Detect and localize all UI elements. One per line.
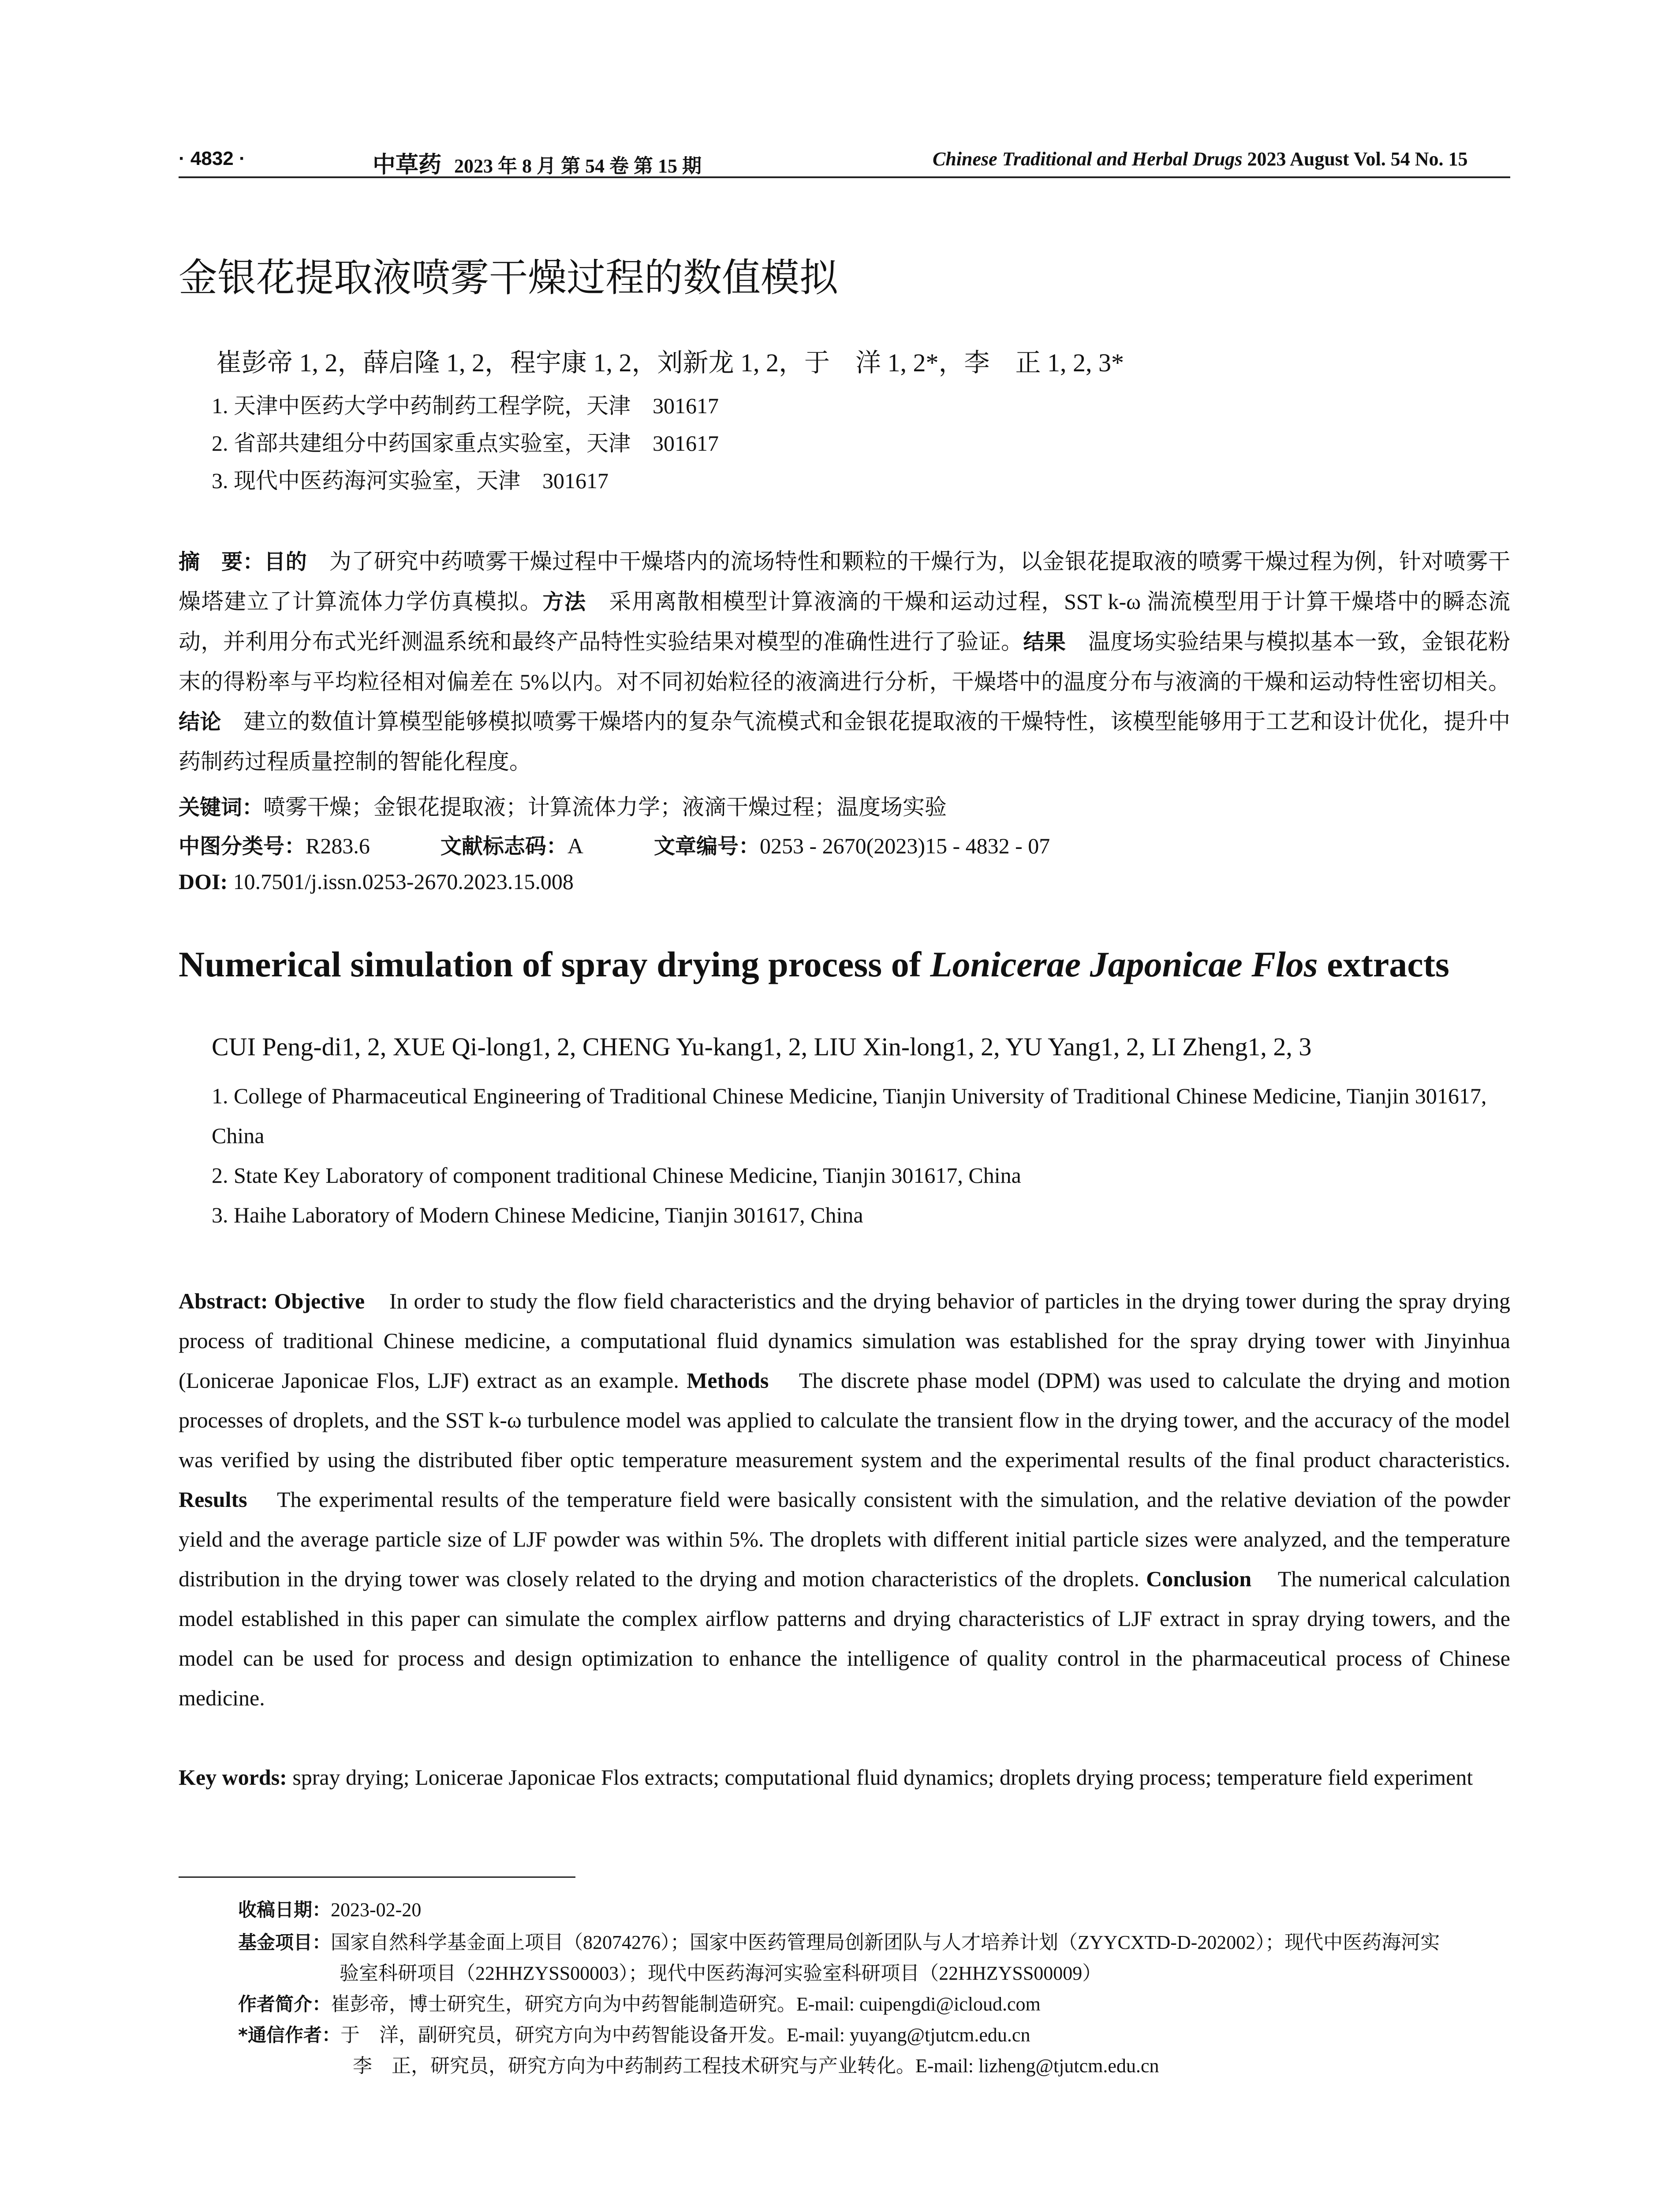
corr-text-2: 李 正，研究员，研究方向为中药制药工程技术研究与产业转化。E-mail: lizheng@tjutcm.edu.cn [353, 2055, 1159, 2077]
journal-name-cn: 中草药 [373, 153, 442, 178]
title-cn: 金银花提取液喷雾干燥过程的数值模拟 [179, 255, 839, 300]
keywords-en [179, 1757, 1510, 1797]
affiliation-cn-2: 2. 省部共建组分中药国家重点实验室，天津 301617 [212, 431, 719, 456]
authors-en: CUI Peng-di1, 2, XUE Qi-long1, 2, CHENG Yu-kang1, 2, LIU Xin-long1, 2, YU Yang1, 2, LI Zheng1, 2, 3 [212, 1032, 1312, 1061]
methods-text-cn: 采用离散相模型计算液滴的干燥和运动过程，SST k-ω 湍流模型用于计算干燥塔中的瞬态流动，并利用分布式光纤测温系统和最终产品特性实验结果对模型的准确性进行了验证。 [179, 589, 1510, 654]
results-label-en: Results [179, 1487, 247, 1512]
keywords-label-cn: 关键词： [179, 795, 264, 820]
conclusion-text-en: The numerical calculation model established in this paper can simulate the complex airflow patterns and drying characteristics of LJF extract in spray drying towers, and the model can be used for process and design optimization to enhance the intelligence of quality control in the pharmaceutical process of Chinese medicine. [179, 1566, 1510, 1710]
clc-value: R283.6 [306, 833, 370, 858]
clc-label: 中图分类号： [179, 834, 306, 859]
page-number: · 4832 · [179, 148, 246, 169]
objective-text-cn: 为了研究中药喷雾干燥过程中干燥塔内的流场特性和颗粒的干燥行为，以金银花提取液的喷雾干燥过程为例，针对喷雾干燥塔建立了计算流体力学仿真模拟。 [179, 549, 1510, 614]
footnote-fund [238, 1926, 1440, 1955]
keywords-text-en: spray drying; Lonicerae Japonicae Flos extracts; computational fluid dynamics; droplets drying process; temperature field experiment [292, 1765, 1473, 1790]
article-no-value: 0253 - 2670(2023)15 - 4832 - 07 [760, 833, 1050, 858]
title-en-italic: Lonicerae Japonicae Flos [930, 944, 1318, 984]
conclusion-label-en: Conclusion [1146, 1566, 1252, 1591]
abstract-cn [179, 542, 1510, 781]
doi-value: 10.7501/j.issn.0253-2670.2023.15.008 [233, 869, 574, 894]
footnote-received [238, 1895, 421, 1922]
results-text-en: The experimental results of the temperature field were basically consistent with the simulation, and the relative deviation of the powder yield and the average particle size of LJF powder was within 5%. The droplets with different initial particle sizes were analyzed, and the temperature distribution in the drying tower was closely related to the drying and motion characteristics of the droplets. [179, 1487, 1510, 1591]
conclusion-text-cn: 建立的数值计算模型能够模拟喷雾干燥塔内的复杂气流模式和金银花提取液的干燥特性，该模型能够用于工艺和设计优化，提升中药制药过程质量控制的智能化程度。 [179, 709, 1511, 774]
abstract-en [179, 1281, 1510, 1718]
results-label-cn: 结果 [1023, 630, 1066, 654]
authors-cn: 崔彭帝 1, 2，薛启隆 1, 2，程宇康 1, 2，刘新龙 1, 2，于 洋 1, 2*，李 正 1, 2, 3* [216, 348, 1124, 377]
footnote-bio [238, 1988, 1041, 2016]
running-header [179, 143, 1510, 179]
footnote-corresponding [238, 2019, 1030, 2047]
objective-text-en: In order to study the flow field characteristics and the drying behavior of particles in the drying tower during the spray drying process of traditional Chinese medicine, a computational fluid dynamics simulation was established for the spray drying tower with Jinyinhua (Lonicerae Japonicae Flos, LJF) extract as an example. [179, 1289, 1510, 1393]
doc-code-value: A [567, 833, 583, 858]
doi-label: DOI: [179, 869, 228, 894]
journal-header-en [933, 148, 1468, 170]
results-text-cn: 温度场实验结果与模拟基本一致，金银花粉末的得粉率与平均粒径相对偏差在 5%以内。对不同初始粒径的液滴进行分析，干燥塔中的温度分布与液滴的干燥和运动特性密切相关。 [179, 629, 1511, 694]
abstract-label-en: Abstract: Objective [179, 1289, 365, 1313]
header-rule [179, 176, 1510, 178]
affiliation-en-3: 3. Haihe Laboratory of Modern Chinese Medicine, Tianjin 301617, China [212, 1203, 863, 1227]
methods-label-cn: 方法 [542, 590, 586, 614]
affiliation-cn-3: 3. 现代中医药海河实验室，天津 301617 [212, 468, 609, 493]
affiliation-en-2: 2. State Key Laboratory of component traditional Chinese Medicine, Tianjin 301617, China [212, 1163, 1021, 1188]
affiliation-cn-1: 1. 天津中医药大学中药制药工程学院，天津 301617 [212, 393, 719, 418]
corr-label: *通信作者： [238, 2024, 340, 2046]
fund-line-2: 验室科研项目（22HHZYSS00003）；现代中医药海河实验室科研项目（22HHZYSS00009） [340, 1962, 1102, 1984]
title-en [179, 944, 1449, 985]
methods-label-en: Methods [687, 1368, 769, 1393]
abstract-label-cn: 摘 要： [179, 549, 265, 574]
received-date: 2023-02-20 [331, 1899, 422, 1921]
title-en-main: Numerical simulation of spray drying process of [179, 944, 930, 984]
journal-header-cn [373, 146, 702, 179]
doc-code-label: 文献标志码： [440, 834, 567, 859]
keywords-cn [179, 789, 947, 821]
article-no-label: 文章编号： [654, 834, 760, 859]
corr-text-1: 于 洋，副研究员，研究方向为中药智能设备开发。E-mail: yuyang@tjutcm.edu.cn [340, 2024, 1030, 2046]
affiliation-en-1: 1. College of Pharmaceutical Engineering of Traditional Chinese Medicine, Tianjin University of Traditional Chinese Medicine, Tianjin 301617, China [212, 1084, 1487, 1148]
fund-label: 基金项目： [238, 1932, 331, 1953]
fund-line-1: 国家自然科学基金面上项目（82074276）；国家中医药管理局创新团队与人才培养计划（ZYYCXTD-D-202002）；现代中医药海河实 [331, 1932, 1440, 1953]
keywords-label-en: Key words: [179, 1765, 287, 1790]
bio-label: 作者简介： [238, 1993, 331, 2015]
received-label: 收稿日期： [238, 1899, 331, 1921]
classification-line [179, 829, 1050, 860]
title-en-tail: extracts [1318, 944, 1449, 984]
footnote-rule [179, 1876, 575, 1878]
issue-info-cn: 2023 年 8 月 第 54 卷 第 15 期 [454, 155, 702, 177]
journal-name-en: Chinese Traditional and Herbal Drugs [933, 148, 1243, 170]
methods-text-en: The discrete phase model (DPM) was used to calculate the drying and motion processes of droplets, and the SST k-ω turbulence model was applied to calculate the transient flow in the drying tower, and the accuracy of the model was verified by using the distributed fiber optic temperature measurement system and the experimental results of the final product characteristics. [179, 1368, 1510, 1472]
issue-info-en: 2023 August Vol. 54 No. 15 [1247, 148, 1468, 170]
objective-label-cn: 目的 [264, 549, 307, 574]
doi-line [179, 869, 574, 894]
keywords-text-cn: 喷雾干燥；金银花提取液；计算流体力学；液滴干燥过程；温度场实验 [263, 795, 947, 819]
conclusion-label-cn: 结论 [179, 710, 221, 734]
bio-text: 崔彭帝，博士研究生，研究方向为中药智能制造研究。E-mail: cuipengdi@icloud.com [331, 1993, 1041, 2015]
